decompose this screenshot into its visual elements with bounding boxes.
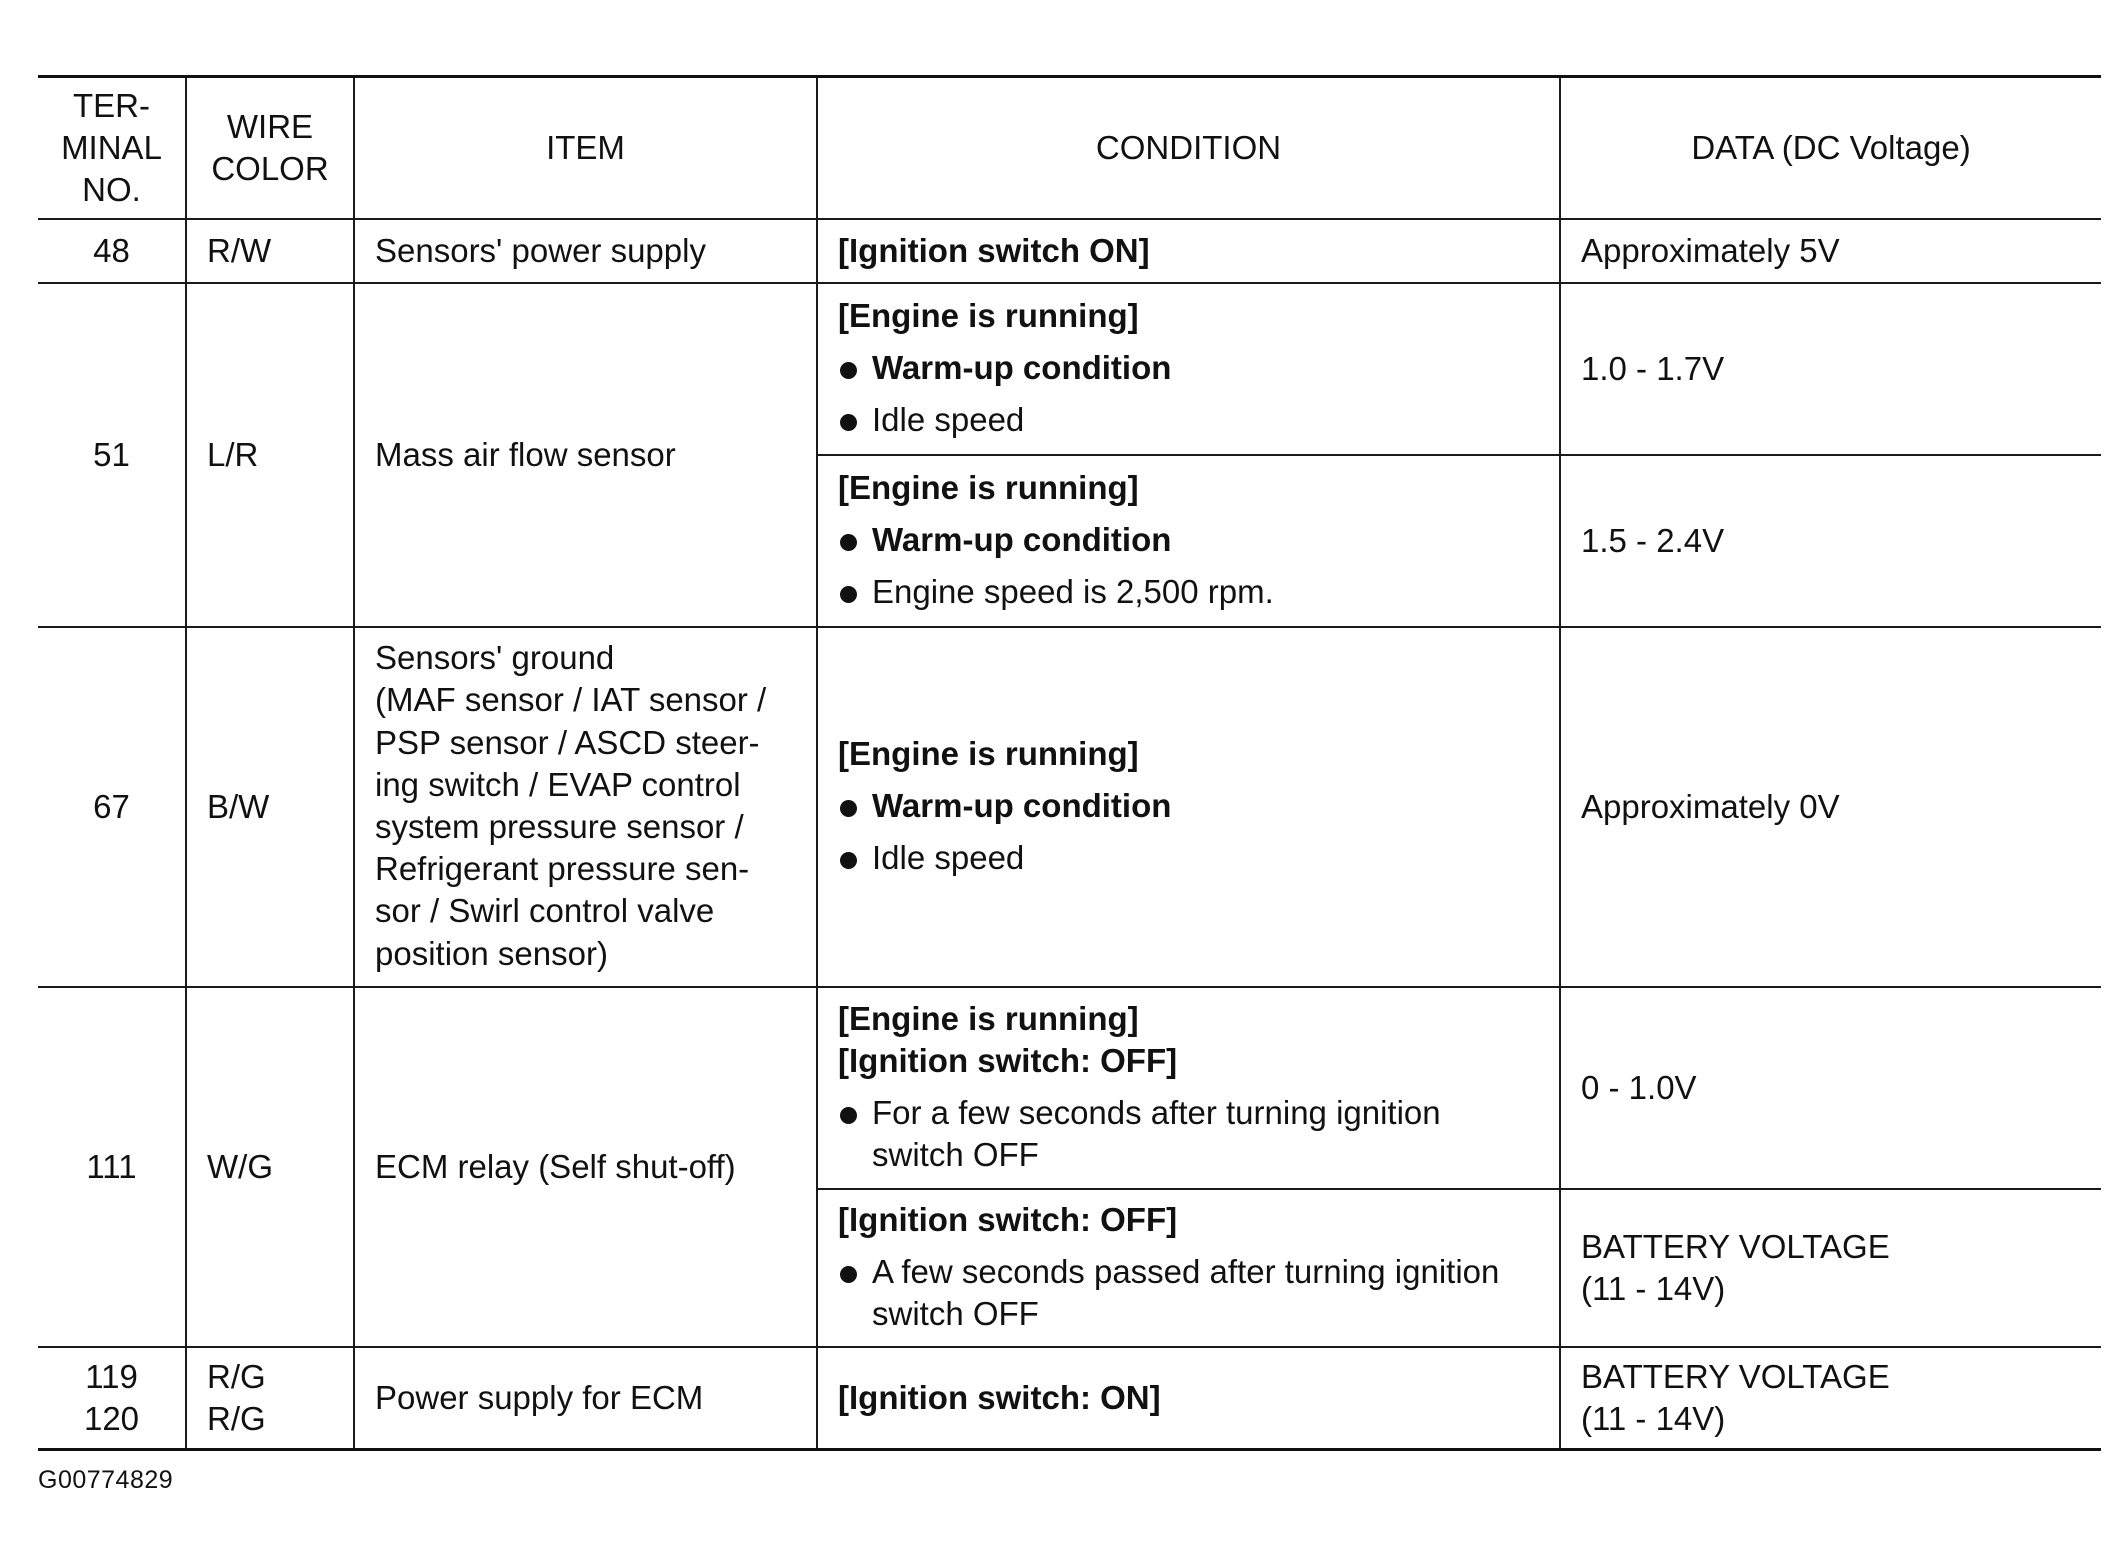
item-line: ing switch / EVAP control bbox=[375, 765, 741, 803]
header-terminal-line: TER- bbox=[73, 86, 150, 124]
condition-bullets bbox=[838, 785, 1539, 879]
item-line: position sensor) bbox=[375, 934, 608, 972]
wire-color bbox=[186, 1347, 354, 1449]
terminal-data-table bbox=[38, 75, 2101, 1451]
header-condition: CONDITION bbox=[817, 77, 1560, 220]
data-line: BATTERY VOLTAGE bbox=[1581, 1357, 1890, 1395]
table-header-row bbox=[38, 77, 2101, 220]
table-row-48 bbox=[38, 219, 2101, 283]
header-item: ITEM bbox=[354, 77, 817, 220]
condition-bullet: Engine speed is 2,500 rpm. bbox=[838, 571, 1539, 613]
item-line: PSP sensor / ASCD steer- bbox=[375, 723, 760, 761]
condition-cell bbox=[817, 1189, 1560, 1347]
condition-bullets bbox=[838, 1251, 1539, 1335]
terminal-no: 48 bbox=[38, 219, 186, 283]
terminal-no: 67 bbox=[38, 627, 186, 987]
wire-line: R/G bbox=[207, 1357, 266, 1395]
terminal-line: 119 bbox=[85, 1357, 138, 1395]
wire-line: R/G bbox=[207, 1399, 266, 1437]
terminal-line: 120 bbox=[83, 1399, 140, 1437]
item-line: system pressure sensor / bbox=[375, 808, 744, 845]
condition-bullet: Warm-up condition bbox=[838, 347, 1539, 389]
data-line: (11 - 14V) bbox=[1581, 1399, 1726, 1437]
condition-bullet: Idle speed bbox=[838, 837, 1539, 879]
item-text: Mass air flow sensor bbox=[354, 283, 817, 627]
condition-cell bbox=[817, 627, 1560, 987]
item-text: Sensors' power supply bbox=[354, 219, 817, 283]
item-line: sor / Swirl control valve bbox=[375, 892, 715, 930]
condition-cell bbox=[817, 1347, 1560, 1449]
data-value: 1.0 - 1.7V bbox=[1560, 283, 2101, 455]
condition-heading: [Engine is running] bbox=[838, 296, 1139, 334]
header-terminal-line: MINAL bbox=[61, 128, 162, 166]
data-value: 1.5 - 2.4V bbox=[1560, 455, 2101, 627]
header-terminal-no bbox=[38, 77, 186, 220]
condition-bullet: A few seconds passed after turning ignition switch OFF bbox=[838, 1251, 1539, 1335]
wire-color: W/G bbox=[186, 987, 354, 1347]
item-line: (MAF sensor / IAT sensor / bbox=[375, 681, 767, 719]
table-row-119-120 bbox=[38, 1347, 2101, 1449]
table-row-111-a bbox=[38, 987, 2101, 1189]
header-wire-line: WIRE bbox=[226, 107, 314, 145]
header-wire-color bbox=[186, 77, 354, 220]
terminal-no: 111 bbox=[38, 987, 186, 1347]
header-data: DATA (DC Voltage) bbox=[1560, 77, 2101, 220]
item-text: ECM relay (Self shut-off) bbox=[354, 987, 817, 1347]
condition-bullets bbox=[838, 519, 1539, 613]
data-value bbox=[1560, 1189, 2101, 1347]
item-text: Power supply for ECM bbox=[354, 1347, 817, 1449]
condition-cell bbox=[817, 455, 1560, 627]
item-line: Refrigerant pressure sen- bbox=[375, 850, 750, 888]
table-row-51-a bbox=[38, 283, 2101, 455]
condition-bullet: Idle speed bbox=[838, 399, 1539, 441]
condition-cell bbox=[817, 987, 1560, 1189]
condition-heading: [Ignition switch: OFF] bbox=[838, 1200, 1178, 1238]
wire-color: R/W bbox=[186, 219, 354, 283]
data-value bbox=[1560, 1347, 2101, 1449]
condition-cell bbox=[817, 283, 1560, 455]
terminal-no bbox=[38, 1347, 186, 1449]
condition-heading: [Engine is running] bbox=[838, 999, 1139, 1037]
wire-color: L/R bbox=[186, 283, 354, 627]
condition-bullet: For a few seconds after turning ignition switch OFF bbox=[838, 1092, 1539, 1176]
data-value: Approximately 5V bbox=[1560, 219, 2101, 283]
condition-heading: [Engine is running] bbox=[838, 734, 1139, 772]
item-line: Sensors' ground bbox=[375, 639, 615, 677]
condition-bullets bbox=[838, 1092, 1539, 1176]
condition-heading: [Engine is running] bbox=[838, 468, 1139, 506]
table-row-67 bbox=[38, 627, 2101, 987]
wire-color: B/W bbox=[186, 627, 354, 987]
condition-bullet: Warm-up condition bbox=[838, 785, 1539, 827]
condition-heading: [Ignition switch ON] bbox=[838, 231, 1150, 269]
terminal-no: 51 bbox=[38, 283, 186, 627]
condition-bullets bbox=[838, 347, 1539, 441]
condition-bullet: Warm-up condition bbox=[838, 519, 1539, 561]
data-line: (11 - 14V) bbox=[1581, 1270, 1726, 1307]
figure-id-caption: G00774829 bbox=[38, 1466, 174, 1494]
condition-heading: [Ignition switch: ON] bbox=[838, 1378, 1161, 1416]
header-wire-line: COLOR bbox=[211, 150, 329, 187]
data-value: 0 - 1.0V bbox=[1560, 987, 2101, 1189]
condition-cell bbox=[817, 219, 1560, 283]
data-value: Approximately 0V bbox=[1560, 627, 2101, 987]
data-line: BATTERY VOLTAGE bbox=[1581, 1227, 1890, 1265]
header-terminal-line: NO. bbox=[82, 171, 141, 209]
condition-heading: [Ignition switch: OFF] bbox=[838, 1041, 1178, 1079]
item-text bbox=[354, 627, 817, 987]
